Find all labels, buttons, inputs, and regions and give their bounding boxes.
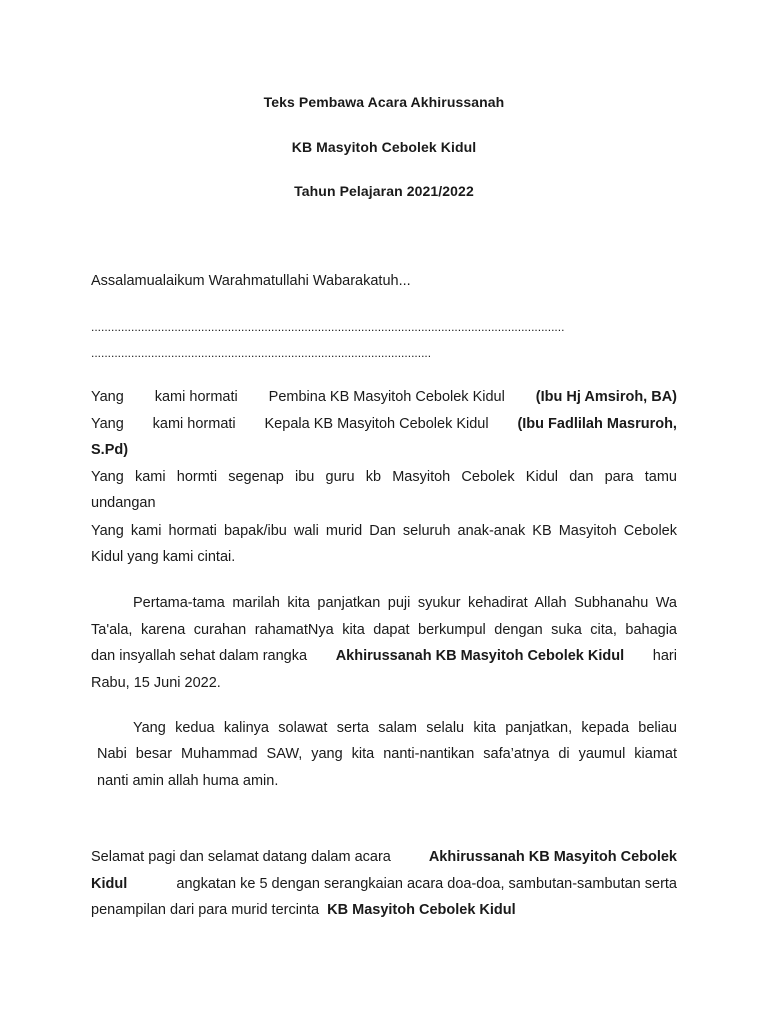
para1-line-3-pre: dan insyallah sehat dalam rangka (91, 648, 308, 664)
para3-line-1-pre: Selamat pagi dan selamat datang dalam acara (91, 849, 391, 865)
honorific-yang: Yang (91, 389, 124, 405)
para2-line-3: nanti amin allah huma amin. (97, 773, 279, 789)
para3-line-2-post: angkatan ke 5 dengan serangkaian acara doa-doa, sambutan-sambutan serta (176, 876, 677, 892)
honorific-row-3-line-2: undangan (91, 495, 156, 511)
para1-event-name: Akhirussanah KB Masyitoh Cebolek Kidul (335, 648, 625, 664)
honorific-row-1 (91, 389, 677, 405)
honorific-person-title: S.Pd) (91, 442, 129, 458)
para3-school-name: KB Masyitoh Cebolek Kidul (327, 902, 516, 918)
para1-line-3-post: hari (652, 648, 677, 664)
para3-line-3-pre: penampilan dari para murid tercinta (91, 902, 320, 918)
para3-event-name: Akhirussanah KB Masyitoh Cebolek (428, 849, 677, 865)
para2-line-2: Nabi besar Muhammad SAW, yang kita nanti-nantikan safa’atnya di yaumul kiamat (97, 746, 677, 762)
honorific-kami-hormati: kami hormati (152, 416, 236, 432)
document-title: Teks Pembawa Acara Akhirussanah (263, 94, 505, 110)
honorific-kami-hormati: kami hormati (154, 389, 238, 405)
honorific-row-2-continued (91, 442, 677, 458)
para3-line-1 (91, 849, 677, 865)
para2-line-1: Yang kedua kalinya solawat serta salam selalu kita panjatkan, kepada beliau (133, 720, 677, 736)
para1-line-4: Rabu, 15 Juni 2022. (91, 675, 221, 691)
honorific-yang: Yang (91, 416, 124, 432)
para3-line-3 (91, 902, 677, 918)
honorific-row-2 (91, 416, 677, 432)
honorific-role: Pembina KB Masyitoh Cebolek Kidul (268, 389, 505, 405)
honorific-row-3-line-1: Yang kami hormti segenap ibu guru kb Masyitoh Cebolek Kidul dan para tamu (91, 469, 677, 485)
document-subtitle-school: KB Masyitoh Cebolek Kidul (291, 139, 477, 155)
dotted-line-2: ...................................................................................................... (91, 346, 432, 360)
honorific-person: (Ibu Hj Amsiroh, BA) (535, 389, 677, 405)
para1-line-3 (91, 648, 677, 664)
dotted-line-1: .............................................................................................................................................. (91, 320, 565, 334)
para3-line-2 (91, 876, 677, 892)
greeting-text: Assalamualaikum Warahmatullahi Wabarakatuh... (91, 273, 411, 289)
honorific-person: (Ibu Fadlilah Masruroh, (517, 416, 677, 432)
para3-event-name-cont: Kidul (91, 876, 128, 892)
honorific-row-4-line-1: Yang kami hormati bapak/ibu wali murid Dan seluruh anak-anak KB Masyitoh Cebolek (91, 523, 677, 539)
para1-line-1: Pertama-tama marilah kita panjatkan puji syukur kehadirat Allah Subhanahu Wa (133, 595, 677, 611)
honorific-role: Kepala KB Masyitoh Cebolek Kidul (264, 416, 489, 432)
document-subtitle-year: Tahun Pelajaran 2021/2022 (294, 183, 474, 199)
honorific-row-4-line-2: Kidul yang kami cintai. (91, 549, 236, 565)
para1-line-2: Ta'ala, karena curahan rahamatNya kita dapat berkumpul dengan suka cita, bahagia (91, 622, 677, 638)
